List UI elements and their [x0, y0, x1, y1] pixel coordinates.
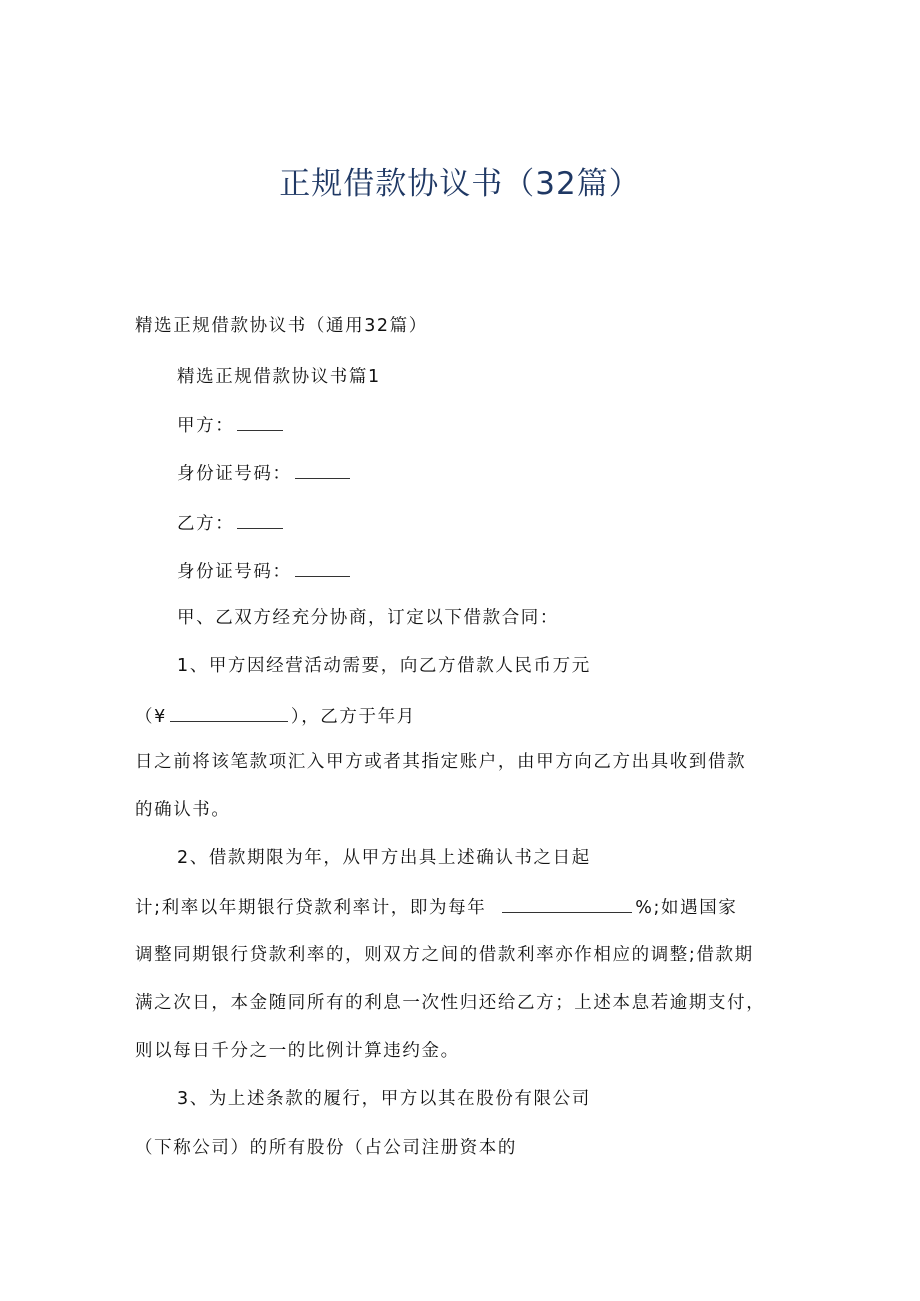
id-number-blank-2	[295, 558, 350, 577]
id-number-label-1: 身份证号码：	[177, 464, 292, 484]
clause1-line3: 日之前将该笔款项汇入甲方或者其指定账户，由甲方向乙方出具收到借款	[135, 752, 747, 772]
interest-rate-blank	[502, 894, 632, 913]
clause1-line4: 的确认书。	[135, 800, 231, 820]
clause2-line2	[135, 894, 737, 920]
clause1-line2	[135, 703, 416, 729]
clause2-line2-prefix: 计;利率以年期银行贷款利率计，即为每年	[135, 898, 487, 918]
section-heading: 精选正规借款协议书篇1	[177, 367, 381, 387]
document-subtitle: 精选正规借款协议书（通用32篇）	[135, 316, 428, 336]
clause1-line1: 1、甲方因经营活动需要，向乙方借款人民币万元	[177, 656, 591, 676]
party-b-label: 乙方：	[177, 514, 235, 534]
clause2-line5: 则以每日千分之一的比例计算违约金。	[135, 1041, 460, 1061]
id-number-blank-1	[295, 460, 350, 479]
intro-paragraph: 甲、乙双方经充分协商，订定以下借款合同：	[177, 608, 559, 628]
clause3-line2: （下称公司）的所有股份（占公司注册资本的	[135, 1138, 517, 1158]
clause2-line3: 调整同期银行贷款利率的，则双方之间的借款利率亦作相应的调整;借款期	[135, 945, 754, 965]
party-a-row	[177, 412, 286, 438]
party-b-row	[177, 510, 286, 536]
document-title: 正规借款协议书（32篇）	[279, 166, 641, 202]
party-a-label: 甲方：	[177, 416, 235, 436]
clause3-line1: 3、为上述条款的履行，甲方以其在股份有限公司	[177, 1089, 591, 1109]
party-b-blank	[237, 510, 283, 529]
id-number-row-1	[177, 460, 353, 486]
clause1-line2-suffix: ），乙方于年月	[290, 707, 416, 727]
clause2-line2-suffix: %;如遇国家	[635, 898, 738, 918]
clause1-line2-prefix: （¥	[135, 707, 167, 727]
id-number-label-2: 身份证号码：	[177, 562, 292, 582]
party-a-blank	[237, 412, 283, 431]
amount-blank	[170, 703, 288, 722]
clause2-line1: 2、借款期限为年，从甲方出具上述确认书之日起	[177, 848, 591, 868]
clause2-line4: 满之次日，本金随同所有的利息一次性归还给乙方；上述本息若逾期支付，	[135, 993, 766, 1013]
id-number-row-2	[177, 558, 353, 584]
